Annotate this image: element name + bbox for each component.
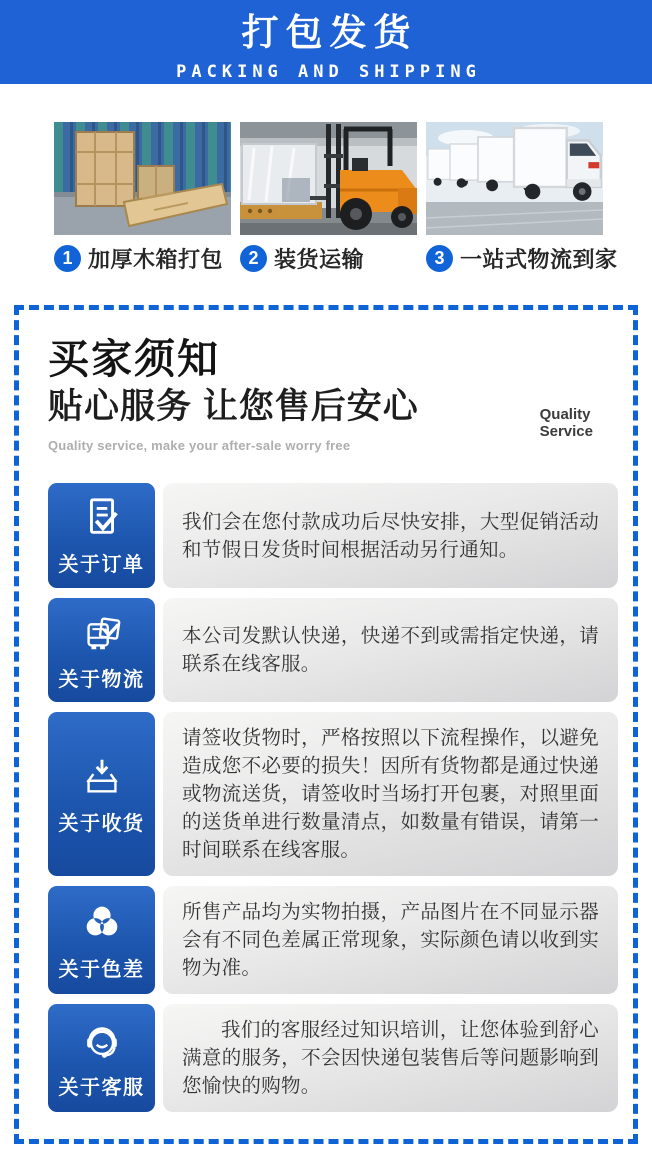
badge-line-2: Service [539, 423, 593, 440]
step-caption [426, 243, 618, 274]
step-item-1 [54, 122, 231, 274]
notice-title: 买家须知 [48, 336, 220, 382]
notice-item-list [48, 483, 618, 1112]
quality-service-badge [540, 406, 593, 440]
step-number-badge: 2 [240, 245, 267, 272]
notice-item-color-difference [48, 886, 618, 994]
item-text: 我们的客服经过知识培训，让您体验到舒心满意的服务，不会因快递包装售后等问题影响到您愉快的购物。 [182, 1019, 599, 1097]
item-icon-box [48, 598, 155, 702]
item-text-box [163, 1004, 618, 1112]
item-label: 关于订单 [58, 554, 145, 576]
notice-item-receiving [48, 712, 618, 876]
section-header-banner [0, 0, 652, 84]
step-caption [54, 243, 231, 274]
item-label: 关于色差 [58, 958, 145, 981]
logistics-truck-icon [79, 609, 125, 655]
notice-item-logistics [48, 598, 618, 702]
packing-steps-row [0, 122, 652, 274]
badge-line-1: Quality [539, 406, 591, 423]
item-text-box [163, 598, 618, 702]
item-text-box [163, 886, 618, 994]
item-text-box [163, 483, 618, 588]
step-item-2 [240, 122, 417, 274]
item-label: 关于收货 [58, 812, 145, 835]
order-check-icon [79, 494, 125, 540]
step-number-badge: 3 [426, 245, 453, 272]
item-text: 请签收货物时，严格按照以下流程操作，以避免造成您不必要的损失！因所有货物都是通过快递或物流送货，请签收时当场打开包裹，对照里面的送货单进行数量清点，如数量有错误，请第一时间联系在线客服。 [182, 727, 599, 861]
step-label: 一站式物流到家 [460, 247, 618, 272]
notice-item-orders [48, 483, 618, 588]
page-subtitle-en: PACKING AND SHIPPING [176, 62, 481, 82]
item-icon-box [48, 712, 155, 876]
item-text: 我们会在您付款成功后尽快安排，大型促销活动和节假日发货时间根据活动另行通知。 [182, 510, 599, 561]
wooden-crates-photo [54, 122, 231, 235]
item-icon-box [48, 483, 155, 588]
headset-icon [79, 1017, 125, 1063]
item-text: 本公司发默认快递，快递不到或需指定快递，请联系在线客服。 [182, 625, 599, 675]
notice-item-customer-service [48, 1004, 618, 1112]
step-label: 装货运输 [274, 247, 365, 272]
notice-subtitle-en: Quality service, make your after-sale worry free [48, 438, 351, 453]
step-label: 加厚木箱打包 [88, 247, 224, 272]
item-label: 关于物流 [58, 668, 145, 691]
delivery-trucks-photo [426, 122, 603, 235]
page-title: 打包发货 [241, 12, 418, 53]
receive-box-icon [79, 753, 125, 799]
step-number-badge: 1 [54, 245, 81, 272]
item-icon-box [48, 1004, 155, 1112]
buyer-notice-box [14, 305, 638, 1144]
item-text-box [163, 712, 618, 876]
notice-subtitle: 贴心服务 让您售后安心 [48, 387, 419, 426]
forklift-loading-photo [240, 122, 417, 235]
step-caption [240, 243, 417, 274]
item-text: 所售产品均为实物拍摄，产品图片在不同显示器会有不同色差属正常现象，实际颜色请以收到实物为准。 [182, 901, 599, 979]
color-circles-icon [79, 899, 125, 945]
step-item-3 [426, 122, 618, 274]
item-label: 关于客服 [58, 1076, 145, 1099]
item-icon-box [48, 886, 155, 994]
